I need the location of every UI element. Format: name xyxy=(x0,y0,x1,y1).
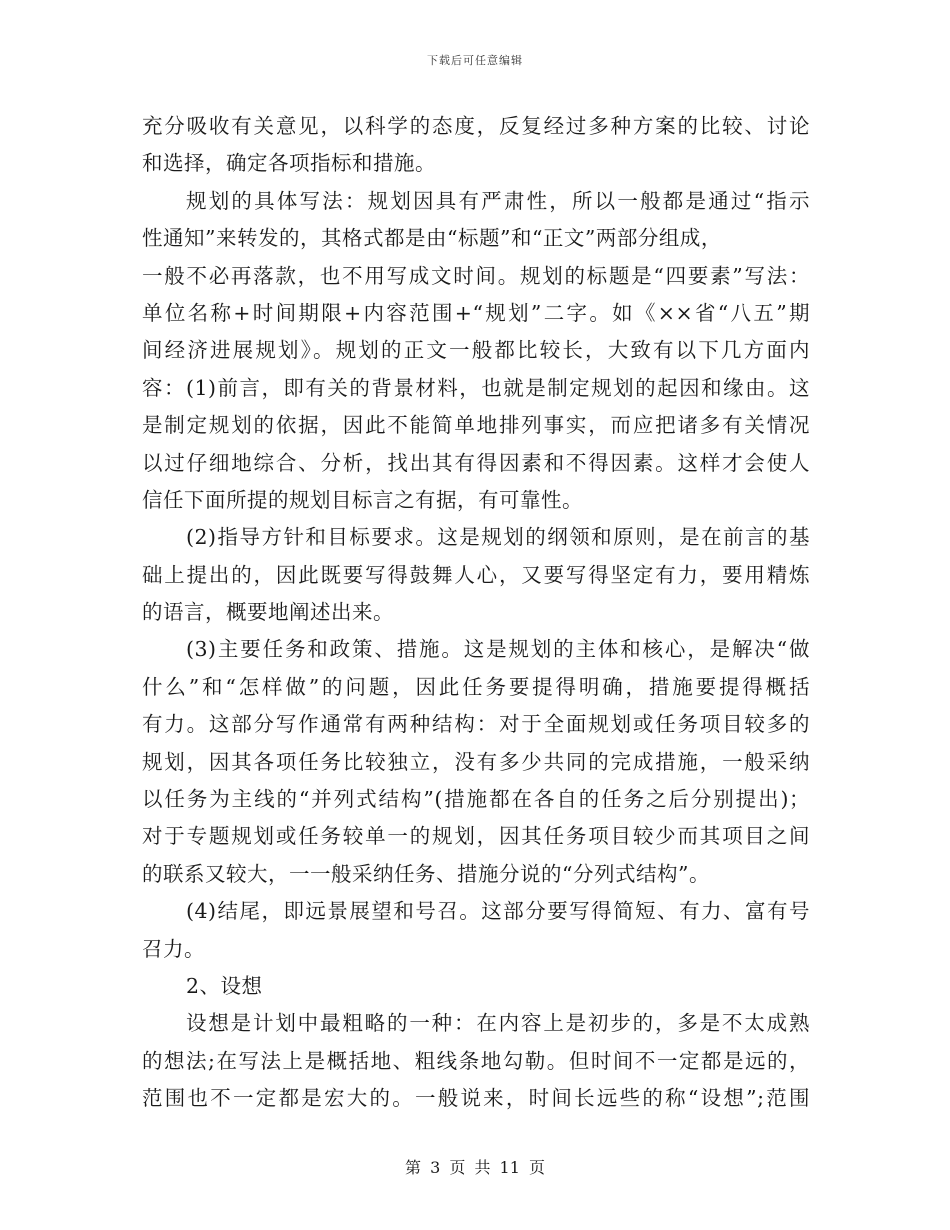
text-line: 范围也不一定都是宏大的。一般说来，时间长远些的称“设想”;范围 xyxy=(142,1086,810,1111)
text-line: 性通知”来转发的，其格式都是由“标题”和“正文”两部分组成， xyxy=(142,226,722,251)
text-line: 一般不必再落款，也不用写成文时间。规划的标题是“四要素”写法： xyxy=(142,263,810,288)
section-heading: 2、设想 xyxy=(186,973,263,998)
text-line: 以任务为主线的“并列式结构”(措施都在各自的任务之后分别提出)； xyxy=(142,787,810,812)
text-line: 以过仔细地综合、分析，找出其有得因素和不得因素。这样才会使人 xyxy=(142,450,810,475)
text-line: 和选择，确定各项指标和措施。 xyxy=(142,151,436,176)
text-line: 信任下面所提的规划目标言之有据，有可靠性。 xyxy=(142,487,583,512)
text-line: (2)指导方针和目标要求。这是规划的纲领和原则，是在前言的基 xyxy=(186,525,810,550)
text-line: 是制定规划的依据，因此不能简单地排列事实，而应把诸多有关情况 xyxy=(142,413,810,438)
text-line: 召力。 xyxy=(142,936,205,961)
text-line: 什么”和“怎样做”的问题，因此任务要提得明确，措施要提得概括 xyxy=(142,674,810,699)
text-line: 充分吸收有关意见，以科学的态度，反复经过多种方案的比较、讨论 xyxy=(142,114,810,138)
page-header: 下载后可任意编辑 xyxy=(427,54,523,67)
text-line: 础上提出的，因此既要写得鼓舞人心，又要写得坚定有力，要用精炼 xyxy=(142,562,810,587)
body-text xyxy=(142,108,810,1118)
page-footer: 第 3 页 共 11 页 xyxy=(405,1158,545,1177)
text-line: 设想是计划中最粗略的一种：在内容上是初步的，多是不太成熟 xyxy=(186,1011,810,1036)
text-line: 规划，因其各项任务比较独立，没有多少共同的完成措施，一般采纳 xyxy=(142,749,810,774)
text-line: (3)主要任务和政策、措施。这是规划的主体和核心，是解决“做 xyxy=(186,637,810,662)
text-line: 有力。这部分写作通常有两种结构：对于全面规划或任务项目较多的 xyxy=(142,712,810,737)
text-line: 单位名称+时间期限+内容范围+“规划”二字。如《××省“八五”期 xyxy=(142,300,810,325)
text-line: 间经济进展规划》。规划的正文一般都比较长，大致有以下几方面内 xyxy=(142,338,810,363)
text-line: (4)结尾，即远景展望和号召。这部分要写得简短、有力、富有号 xyxy=(186,899,810,924)
text-line: 的语言，概要地阐述出来。 xyxy=(142,600,394,625)
text-line: 对于专题规划或任务较单一的规划，因其任务项目较少而其项目之间 xyxy=(142,824,810,849)
text-line: 容：(1)前言，即有关的背景材料，也就是制定规划的起因和缘由。这 xyxy=(142,375,810,400)
text-line: 规划的具体写法：规划因具有严肃性，所以一般都是通过“指示 xyxy=(186,188,810,213)
text-line: 的联系又较大，一一般采纳任务、措施分说的“分列式结构”。 xyxy=(142,861,710,886)
text-line: 的想法;在写法上是概括地、粗线条地勾勒。但时间不一定都是远的， xyxy=(142,1048,810,1073)
